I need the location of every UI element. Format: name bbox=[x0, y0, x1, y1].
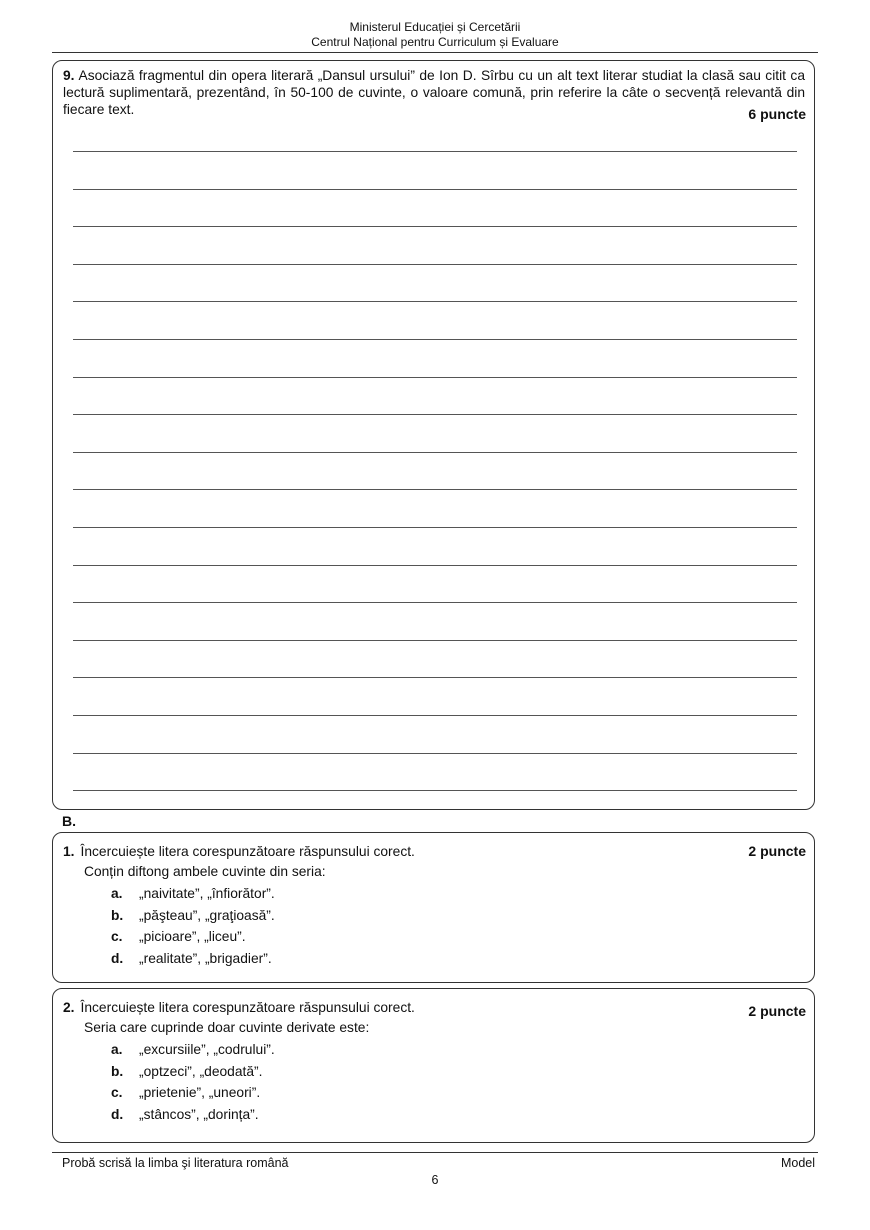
answer-line[interactable] bbox=[73, 377, 797, 378]
answer-line[interactable] bbox=[73, 790, 797, 791]
option-letter: d. bbox=[111, 950, 124, 966]
option-text: „optzeci”, „deodată”. bbox=[139, 1063, 263, 1079]
question-9-box bbox=[52, 60, 815, 810]
option-letter: b. bbox=[111, 907, 124, 923]
option-c[interactable] bbox=[111, 926, 275, 948]
option-b[interactable] bbox=[111, 1061, 275, 1083]
section-b-label: B. bbox=[62, 813, 76, 829]
option-letter: c. bbox=[111, 1085, 123, 1100]
question-b1-instruction: Încercuiește litera corespunzătoare răspunsului corect. bbox=[80, 844, 415, 859]
header-divider bbox=[52, 52, 818, 53]
option-a[interactable] bbox=[111, 1039, 275, 1061]
page-header bbox=[0, 20, 870, 50]
answer-line[interactable] bbox=[73, 226, 797, 227]
option-letter: a. bbox=[111, 886, 123, 901]
answer-line[interactable] bbox=[73, 489, 797, 490]
question-b1-prompt: Conțin diftong ambele cuvinte din seria: bbox=[84, 864, 326, 879]
question-9-text bbox=[63, 67, 805, 118]
question-b1-box bbox=[52, 832, 815, 983]
question-b2-points: 2 puncte bbox=[748, 1003, 806, 1019]
option-c[interactable] bbox=[111, 1082, 275, 1104]
answer-line[interactable] bbox=[73, 339, 797, 340]
option-a[interactable] bbox=[111, 883, 275, 905]
answer-line[interactable] bbox=[73, 565, 797, 566]
option-text: „naivitate”, „înfiorător”. bbox=[139, 886, 275, 901]
question-b2-head bbox=[63, 999, 415, 1017]
answer-line[interactable] bbox=[73, 715, 797, 716]
question-b2-options bbox=[111, 1039, 275, 1125]
answer-line[interactable] bbox=[73, 602, 797, 603]
option-text: „excursiile”, „codrului”. bbox=[139, 1042, 275, 1057]
answer-line[interactable] bbox=[73, 640, 797, 641]
question-b1-head bbox=[63, 843, 415, 861]
answer-line[interactable] bbox=[73, 301, 797, 302]
option-d[interactable] bbox=[111, 948, 275, 970]
footer-divider bbox=[52, 1152, 818, 1153]
option-d[interactable] bbox=[111, 1104, 275, 1126]
header-center: Centrul Național pentru Curriculum și Evaluare bbox=[311, 35, 559, 49]
option-text: „prietenie”, „uneori”. bbox=[139, 1085, 261, 1100]
option-letter: c. bbox=[111, 929, 123, 944]
question-b2-box bbox=[52, 988, 815, 1143]
answer-line[interactable] bbox=[73, 452, 797, 453]
answer-line[interactable] bbox=[73, 677, 797, 678]
answer-line[interactable] bbox=[73, 753, 797, 754]
question-b1-number: 1. bbox=[63, 844, 75, 859]
question-9-points: 6 puncte bbox=[748, 106, 806, 122]
question-9-prompt: Asociază fragmentul din opera literară „Dansul ursului” de Ion D. Sîrbu cu un alt text literar studiat la clasă sau citit ca lectură suplimentară, prezentând, în 50-100 de cuvinte, o valoare comună, prin referire la câte o secvență relevantă din fiecare text. bbox=[63, 68, 805, 117]
header-ministry: Ministerul Educației și Cercetării bbox=[349, 20, 521, 34]
question-b2-instruction: Încercuiește litera corespunzătoare răspunsului corect. bbox=[80, 1000, 415, 1015]
option-letter: b. bbox=[111, 1063, 124, 1079]
option-text: „picioare”, „liceu”. bbox=[139, 929, 246, 944]
option-text: „realitate”, „brigadier”. bbox=[139, 950, 272, 966]
option-text: „stâncos”, „dorința”. bbox=[139, 1106, 259, 1122]
page-number: 6 bbox=[431, 1173, 439, 1187]
question-b2-number: 2. bbox=[63, 1000, 75, 1015]
question-b2-prompt: Seria care cuprinde doar cuvinte derivate este: bbox=[84, 1020, 370, 1035]
option-text: „păşteau”, „graţioasă”. bbox=[139, 907, 275, 923]
answer-line[interactable] bbox=[73, 527, 797, 528]
answer-line[interactable] bbox=[73, 414, 797, 415]
footer-exam-title: Probă scrisă la limba şi literatura română bbox=[62, 1156, 289, 1170]
option-letter: d. bbox=[111, 1106, 124, 1122]
answer-lines[interactable] bbox=[73, 151, 797, 828]
answer-line[interactable] bbox=[73, 264, 797, 265]
answer-line[interactable] bbox=[73, 189, 797, 190]
question-b1-options bbox=[111, 883, 275, 969]
option-letter: a. bbox=[111, 1042, 123, 1057]
option-b[interactable] bbox=[111, 905, 275, 927]
footer-model: Model bbox=[780, 1156, 815, 1170]
question-9-number: 9. bbox=[63, 68, 75, 83]
question-b1-points: 2 puncte bbox=[748, 843, 806, 859]
answer-line[interactable] bbox=[73, 151, 797, 152]
